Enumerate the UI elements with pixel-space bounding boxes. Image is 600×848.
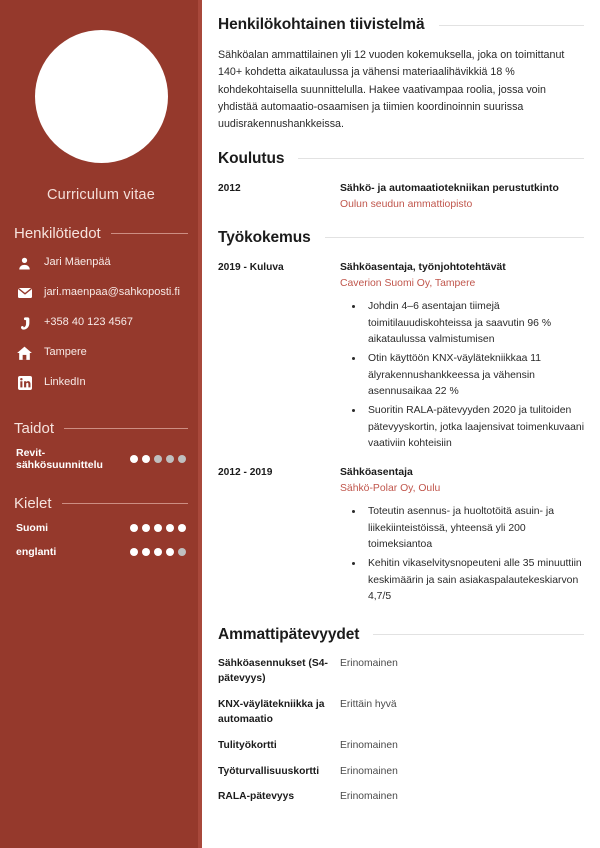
experience-entry (218, 260, 584, 455)
rating-dot-filled (142, 524, 150, 532)
qualification-name: Tulityökortti (218, 739, 277, 751)
qualification-row (218, 739, 584, 754)
experience-organization: Caverion Suomi Oy, Tampere (340, 278, 476, 290)
section-header-education (218, 150, 584, 168)
sidebar-section-header-languages (14, 495, 188, 512)
divider-rule (325, 237, 584, 238)
sidebar-section-header-skills (14, 420, 188, 437)
skill-rating-dots (130, 455, 186, 463)
language-label: englanti (16, 546, 57, 558)
divider-rule (62, 503, 188, 504)
sidebar-heading-personal: Henkilötiedot (14, 225, 101, 242)
qualification-row (218, 790, 584, 805)
rating-dot-filled (142, 548, 150, 556)
rating-dot-filled (154, 524, 162, 532)
experience-entry-body (340, 260, 584, 455)
education-entry (218, 181, 584, 213)
qualification-level: Erinomainen (340, 657, 398, 669)
language-rating-dots (130, 548, 186, 556)
rating-dot-empty (178, 455, 186, 463)
qualification-row (218, 657, 584, 687)
education-title: Sähkö- ja automaatiotekniikan perustutkinto (340, 182, 559, 194)
rating-dot-filled (154, 548, 162, 556)
contact-item-name (16, 252, 188, 274)
language-rating-dots (130, 524, 186, 532)
section-header-qualifications (218, 626, 584, 644)
section-heading-education: Koulutus (218, 149, 285, 167)
rating-dot-filled (130, 548, 138, 556)
qualification-level: Erinomainen (340, 765, 398, 777)
qualification-row (218, 765, 584, 780)
language-label: Suomi (16, 522, 49, 534)
experience-title: Sähköasentaja, työnjohtotehtävät (340, 261, 506, 273)
person-icon (16, 255, 33, 272)
profile-photo (35, 30, 168, 163)
sidebar-section-header-personal (14, 225, 188, 242)
qualification-name: Työturvallisuuskortti (218, 765, 320, 777)
bullet-item: • Toteutin asennus- ja huoltotöitä asuin- ja liikekiinteistöissä, yhteensä yli 200 toimeksiantoa (364, 504, 584, 554)
qualification-level: Erittäin hyvä (340, 698, 397, 710)
rating-dot-filled (178, 524, 186, 532)
section-heading-experience: Työkokemus (218, 228, 311, 246)
envelope-icon (16, 285, 33, 302)
language-row (16, 522, 186, 534)
bullet-item: • Otin käyttöön KNX-väylätekniikkaa 11 älyrakennushankkeessa ja vähensin asennusaikaa 22 % (364, 351, 584, 401)
contact-item-linkedin[interactable] (16, 372, 188, 394)
rating-dot-empty (178, 548, 186, 556)
rating-dot-filled (166, 524, 174, 532)
qualification-row (218, 698, 584, 728)
divider-rule (439, 25, 584, 26)
rating-dot-filled (142, 455, 150, 463)
experience-bullets (364, 504, 584, 606)
bullet-item: • Suoritin RALA-pätevyyden 2020 ja tulitoiden pätevyyskortin, jotka laajensivat toimenkuvaani vaativiin kohteisiin (364, 403, 584, 453)
bullet-item: • Johdin 4–6 asentajan tiimejä toimitilauudiskohteissa ja saavutin 96 % aikataulussa valmistumisen (364, 299, 584, 349)
home-icon (16, 345, 33, 362)
rating-dot-filled (130, 455, 138, 463)
experience-period: 2012 - 2019 (218, 466, 273, 478)
contact-value-location: Tampere (44, 346, 87, 359)
education-organization: Oulun seudun ammattiopisto (340, 199, 473, 211)
contact-value-name: Jari Mäenpää (44, 256, 111, 269)
section-heading-qualifications: Ammattipätevyydet (218, 625, 360, 643)
qualification-level: Erinomainen (340, 791, 398, 803)
summary-text: Sähköalan ammattilainen yli 12 vuoden kokemuksella, joka on toimittanut 140+ kohdetta aikataulussa ja vähensi materiaalihävikkiä 18 % kohdekohtaisella suunnittelulla. Hakee vaativampaa roolia, jossa voin yhdistää automaatio-osaamisen ja tiimien koordinoinnin suurissa uudisrakennushankkeissa. (218, 49, 565, 131)
cv-title: Curriculum vitae (47, 187, 155, 203)
section-header-experience (218, 229, 584, 247)
main-content (202, 0, 600, 848)
experience-organization: Sähkö-Polar Oy, Oulu (340, 483, 441, 495)
sidebar-heading-languages: Kielet (14, 495, 52, 512)
section-summary (218, 16, 584, 134)
contact-item-phone[interactable] (16, 312, 188, 334)
divider-rule (111, 233, 188, 234)
section-education (218, 150, 584, 213)
rating-dot-filled (130, 524, 138, 532)
rating-dot-empty (166, 455, 174, 463)
phone-icon (16, 315, 33, 332)
profile-photo-wrapper (14, 0, 188, 163)
section-qualifications (218, 626, 584, 805)
experience-bullets (364, 299, 584, 453)
sidebar-heading-skills: Taidot (14, 420, 55, 437)
contact-value-email: jari.maenpaa@sahkoposti.fi (44, 286, 180, 299)
divider-rule (298, 158, 584, 159)
qualifications-table (218, 657, 584, 805)
bullet-item: • Kehitin vikaselvitysnopeuteni alle 35 minuuttiin keskimäärin ja sain asiakaspalautekeskiarvon 4,7/5 (364, 556, 584, 606)
linkedin-icon (16, 375, 33, 392)
contact-item-email[interactable] (16, 282, 188, 304)
language-row (16, 546, 186, 558)
rating-dot-filled (166, 548, 174, 556)
sidebar (0, 0, 202, 848)
experience-entry-body (340, 465, 584, 608)
contact-value-phone: +358 40 123 4567 (44, 316, 134, 329)
experience-entry (218, 465, 584, 608)
contact-value-linkedin: LinkedIn (44, 376, 86, 389)
skill-label: Revit-sähkösuunnittelu (16, 447, 103, 471)
skill-row (16, 447, 186, 471)
experience-title: Sähköasentaja (340, 466, 413, 478)
qualification-name: Sähköasennukset (S4-pätevyys) (218, 657, 328, 684)
rating-dot-empty (154, 455, 162, 463)
section-experience (218, 229, 584, 608)
section-heading-summary: Henkilökohtainen tiivistelmä (218, 16, 425, 33)
divider-rule (373, 634, 584, 635)
section-header-summary (218, 16, 584, 34)
divider-rule (64, 428, 188, 429)
education-entry-body (340, 181, 584, 213)
qualification-name: RALA-pätevyys (218, 791, 295, 803)
qualification-name: KNX-väylätekniikka ja automaatio (218, 698, 325, 725)
qualification-level: Erinomainen (340, 739, 398, 751)
education-period: 2012 (218, 182, 241, 194)
experience-period: 2019 - Kuluva (218, 261, 284, 273)
contact-item-location (16, 342, 188, 364)
